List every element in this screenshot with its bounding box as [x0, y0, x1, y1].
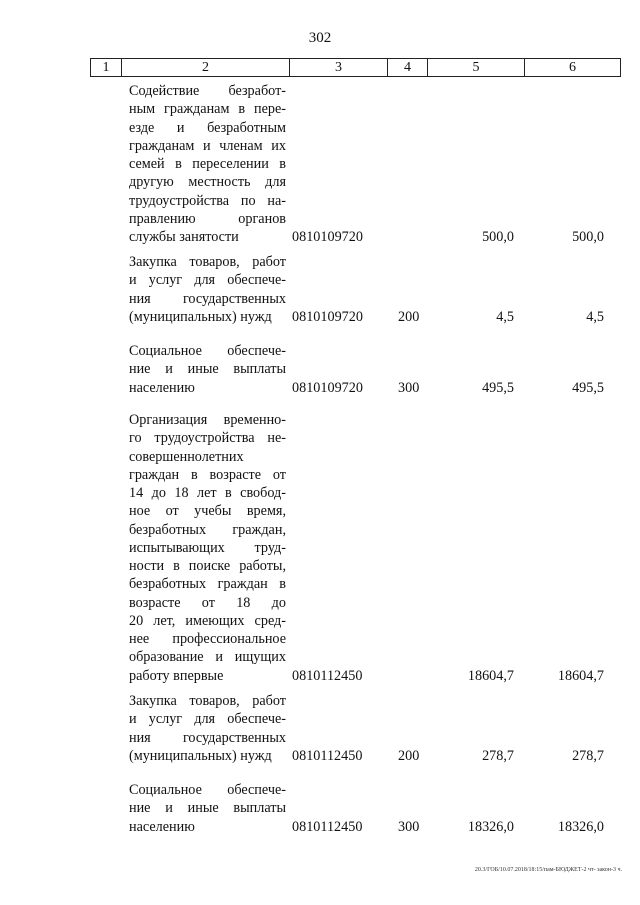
row-value-col6: 18326,0	[557, 818, 604, 835]
row-code: 0810109720	[292, 309, 363, 325]
header-col-4: 4	[387, 59, 427, 76]
row-description	[129, 342, 286, 397]
description-line: гражданам и членам их	[129, 137, 286, 154]
description-line: 14 до 18 лет в свобод-	[129, 485, 286, 501]
description-line: семей в переселении в	[129, 156, 286, 172]
row-value-col5: 495,5	[482, 379, 514, 396]
description-line: правлению органов	[129, 210, 286, 227]
description-line: граждан в возрасте от	[129, 466, 286, 483]
row-value-col6: 4,5	[586, 309, 604, 325]
row-expense-type: 300	[398, 818, 420, 835]
row-value-col5: 18326,0	[467, 818, 514, 835]
description-line: Закупка товаров, работ	[129, 693, 286, 709]
header-col-3: 3	[289, 59, 387, 76]
description-line: образование и ищущих	[129, 649, 286, 666]
description-line: Закупка товаров, работ	[129, 254, 286, 270]
description-line: другую местность для	[129, 174, 286, 191]
page-number: 302	[308, 30, 332, 46]
description-line: Содействие безработ-	[129, 83, 286, 99]
row-description	[129, 253, 286, 326]
row-value-col6: 500,0	[572, 229, 604, 246]
row-value-col6: 495,5	[572, 379, 604, 396]
row-value-col6: 18604,7	[557, 667, 604, 684]
table-row	[0, 781, 640, 836]
row-value-col5: 4,5	[496, 309, 514, 325]
table-row	[0, 411, 640, 685]
description-line: (муниципальных) нужд	[129, 308, 272, 325]
description-line: Социальное обеспече-	[129, 343, 286, 359]
row-code: 0810109720	[292, 229, 363, 246]
description-line: Организация временно-	[129, 412, 286, 428]
description-line: нее профессиональное	[129, 631, 286, 647]
row-value-col5: 18604,7	[467, 667, 514, 684]
description-line: и услуг для обеспече-	[129, 272, 286, 289]
description-line: испытывающих труд-	[129, 539, 286, 556]
header-col-1: 1	[90, 59, 121, 76]
description-line: совершеннолетних	[129, 448, 244, 465]
description-line: населению	[129, 818, 195, 835]
description-line: и услуг для обеспече-	[129, 711, 286, 728]
description-line: Социальное обеспече-	[129, 782, 286, 798]
row-value-col5: 278,7	[482, 748, 514, 764]
description-line: ности в поиске работы,	[129, 558, 286, 574]
description-line: (муниципальных) нужд	[129, 747, 272, 764]
row-expense-type: 200	[398, 748, 420, 764]
row-value-col5: 500,0	[482, 229, 514, 246]
description-line: 20 лет, имеющих сред-	[129, 612, 286, 629]
table-row	[0, 82, 640, 246]
row-description	[129, 411, 286, 685]
description-line: службы занятости	[129, 229, 239, 245]
description-line: ние и иные выплаты	[129, 800, 286, 817]
description-line: возрасте от 18 до	[129, 594, 286, 611]
table-row	[0, 692, 640, 765]
row-value-col6: 278,7	[572, 748, 604, 764]
description-line: населению	[129, 379, 195, 396]
description-line: ния государственных	[129, 290, 286, 307]
row-expense-type: 300	[398, 379, 420, 396]
description-line: безработных граждан,	[129, 521, 286, 538]
document-footer: 20.3/ГОБ/10.07.2018/18:15/пам-БЮДЖЕТ-2 чт- закон-3 ч.	[474, 867, 622, 873]
table-row	[0, 253, 640, 326]
description-line: ное от учебы время,	[129, 503, 286, 520]
row-description	[129, 82, 286, 246]
description-line: безработных граждан в	[129, 576, 286, 593]
description-line: ние и иные выплаты	[129, 361, 286, 378]
description-line: ным гражданам в пере-	[129, 101, 286, 118]
row-code: 0810112450	[292, 667, 363, 684]
description-line: ния государственных	[129, 729, 286, 746]
table-header-row	[90, 58, 621, 77]
description-line: трудоустройства по на-	[129, 192, 286, 209]
table-row	[0, 342, 640, 397]
row-expense-type: 200	[398, 309, 420, 325]
description-line: езде и безработным	[129, 119, 286, 136]
row-code: 0810112450	[292, 748, 363, 764]
header-col-6: 6	[524, 59, 621, 76]
row-code: 0810109720	[292, 379, 363, 396]
description-line: го трудоустройства не-	[129, 430, 286, 447]
row-code: 0810112450	[292, 818, 363, 835]
description-line: работу впервые	[129, 667, 224, 684]
header-col-2: 2	[121, 59, 289, 76]
row-description	[129, 781, 286, 836]
row-description	[129, 692, 286, 765]
header-col-5: 5	[427, 59, 524, 76]
